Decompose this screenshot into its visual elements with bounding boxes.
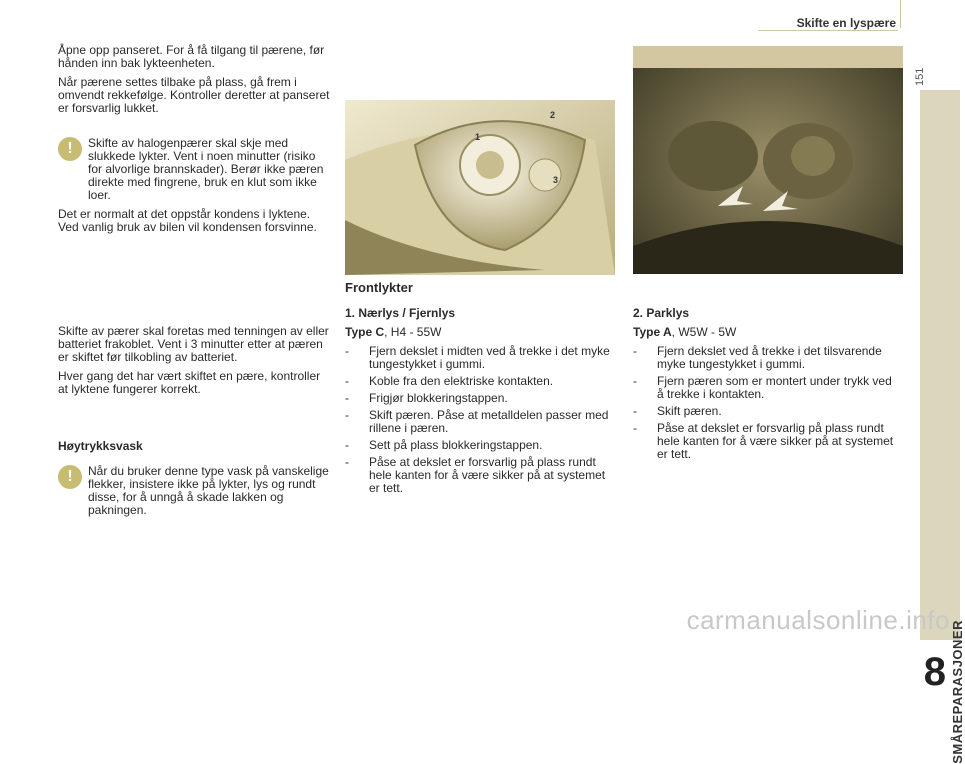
warning-halogen [58,137,330,202]
warning-icon: ! [58,137,82,161]
engine-bay-photo [633,46,903,274]
warning-washer [58,465,330,517]
chapter-sidebar [920,90,965,764]
warning-washer-text: Når du bruker denne type vask på vanskelige flekker, insistere ikke på lykter, lys og rundt disse, for å unngå å skade lakken og pakningen. [88,464,329,517]
photo-label-3: 3 [553,175,559,185]
lamp1-block [345,307,617,499]
page-header [797,10,896,40]
watermark: carmanualsonline.info [686,605,950,635]
info-block [58,325,330,402]
lamp1-steps [345,345,617,495]
section-label: SMÅREPARASJONER [950,620,965,764]
list-item: - Skift pæren. [633,405,898,418]
washer-title: Høytrykksvask [58,439,143,453]
lamp1-type [345,326,617,339]
intro-paragraph-1: Åpne opp panseret. For å få tilgang til pærene, før hånden inn bak lykteenheten. [58,43,325,70]
warning-icon: ! [58,465,82,489]
lamp1-type-label: Type C [345,325,385,339]
lamp2-type [633,326,898,339]
lamp1-type-value: , H4 - 55W [384,325,442,339]
list-item: - Fjern dekslet i midten ved å trekke i det myke tungestykket i gummi. [345,345,617,371]
chapter-number: 8 [923,650,946,694]
intro-paragraph-2: Når pærene settes tilbake på plass, gå frem i omvendt rekkefølge. Kontroller deretter at panseret er forsvarlig lukket. [58,75,330,115]
list-item: - Påse at dekslet er forsvarlig på plass rundt hele kanten for å være sikker på at systemet er tett. [633,422,898,461]
lamp2-type-value: , W5W - 5W [671,325,737,339]
list-item: - Skift pæren. Påse at metalldelen passer med rillene i pæren. [345,409,617,435]
left-column [58,44,330,240]
lamp1-title: 1. Nærlys / Fjernlys [345,306,456,320]
headlamp-photo [345,100,615,275]
header-rule [758,30,898,31]
page-number: 151 [914,67,926,86]
condensation-note: Det er normalt at det oppstår kondens i lyktene. Ved vanlig bruk av bilen vil kondensen forsvinne. [58,207,317,234]
info-paragraph-2: Hver gang det har vært skiftet en pære, kontroller at lyktene fungerer korrekt. [58,369,321,396]
list-item: - Påse at dekslet er forsvarlig på plass rundt hele kanten for å være sikker på at systemet er tett. [345,456,617,495]
washer-block [58,440,330,523]
list-item: - Fjern pæren som er montert under trykk ved å trekke i kontakten. [633,375,898,401]
photo-label-1: 1 [475,132,481,142]
engine-bay-illustration [633,46,903,274]
info-paragraph-1: Skifte av pærer skal foretas med tenningen av eller batteriet frakoblet. Vent i 3 minutter etter at pæren er skiftet før tilkobling av batteriet. [58,324,329,364]
page-title: Skifte en lyspære [796,16,896,30]
photo-label-2: 2 [550,110,556,120]
lamp2-type-label: Type A [633,325,672,339]
list-item: - Koble fra den elektriske kontakten. [345,375,617,388]
lamp2-title: 2. Parklys [633,306,690,320]
header-divider [900,0,901,28]
lamp2-steps [633,345,898,461]
warning-halogen-text: Skifte av halogenpærer skal skje med slukkede lykter. Vent i noen minutter (risiko for alvorlige brannskader). Berør ikke pæren direkte med fingrene, bruk en klut som ikke loer. [88,136,324,202]
list-item: - Sett på plass blokkeringstappen. [345,439,617,452]
headlamp-illustration [345,100,615,275]
list-item: - Frigjør blokkeringstappen. [345,392,617,405]
section-title: Frontlykter [345,280,413,295]
list-item: - Fjern dekslet ved å trekke i det tilsvarende myke tungestykket i gummi. [633,345,898,371]
lamp2-block [633,307,898,465]
